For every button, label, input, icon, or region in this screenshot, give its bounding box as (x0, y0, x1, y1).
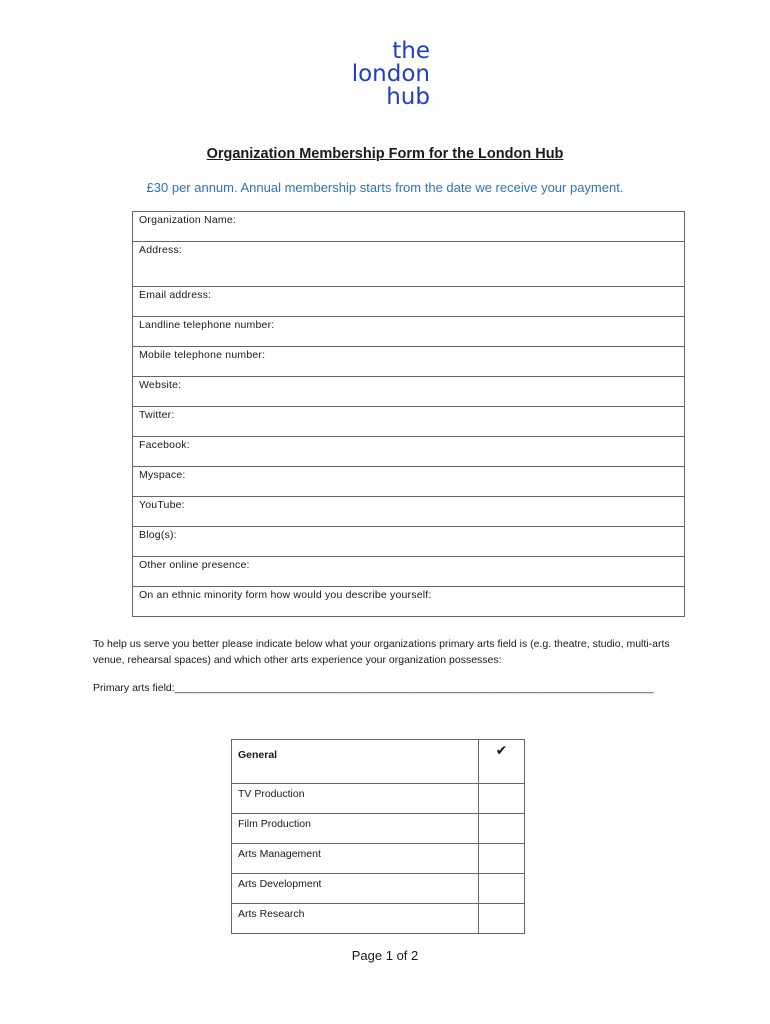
field-email-address[interactable]: Email address: (133, 287, 685, 317)
field-ethnic-minority-description[interactable]: On an ethnic minority form how would you describe yourself: (133, 587, 685, 617)
london-hub-logo (340, 40, 430, 109)
arts-row-label: Arts Development (232, 874, 479, 904)
arts-row-checkbox[interactable] (479, 784, 525, 814)
arts-row-label: Arts Management (232, 844, 479, 874)
arts-row-label: TV Production (232, 784, 479, 814)
logo-line-hub: hub (386, 84, 430, 110)
arts-row-checkbox[interactable] (479, 844, 525, 874)
page-number: Page 1 of 2 (351, 948, 419, 963)
arts-row-checkbox[interactable] (479, 814, 525, 844)
logo-line-the: the (392, 38, 430, 64)
field-landline-telephone[interactable]: Landline telephone number: (133, 317, 685, 347)
primary-arts-field-line[interactable]: Primary arts field:__________________________________________________________________________________ (93, 682, 654, 694)
arts-field-instructions: To help us serve you better please indicate below what your organizations primary arts field is (e.g. theatre, studio, multi-arts venue, rehearsal spaces) and which other arts experience your organization possesses: (93, 638, 670, 666)
field-myspace[interactable]: Myspace: (133, 467, 685, 497)
arts-experience-table (231, 739, 525, 934)
arts-table-header-general: General (232, 740, 479, 784)
field-other-online-presence[interactable]: Other online presence: (133, 557, 685, 587)
field-organization-name[interactable]: Organization Name: (133, 212, 685, 242)
arts-row-label: Film Production (232, 814, 479, 844)
field-website[interactable]: Website: (133, 377, 685, 407)
logo-line-london: london (351, 61, 430, 87)
field-youtube[interactable]: YouTube: (133, 497, 685, 527)
field-facebook[interactable]: Facebook: (133, 437, 685, 467)
arts-row-checkbox[interactable] (479, 874, 525, 904)
field-mobile-telephone[interactable]: Mobile telephone number: (133, 347, 685, 377)
organization-details-table (132, 211, 685, 617)
arts-row-checkbox[interactable] (479, 904, 525, 934)
field-blogs[interactable]: Blog(s): (133, 527, 685, 557)
form-title: Organization Membership Form for the London Hub (206, 146, 564, 162)
field-address[interactable]: Address: (133, 242, 685, 287)
arts-row-label: Arts Research (232, 904, 479, 934)
membership-fee-note: £30 per annum. Annual membership starts from the date we receive your payment. (146, 180, 624, 195)
check-mark-icon: ✔ (479, 740, 525, 784)
field-twitter[interactable]: Twitter: (133, 407, 685, 437)
